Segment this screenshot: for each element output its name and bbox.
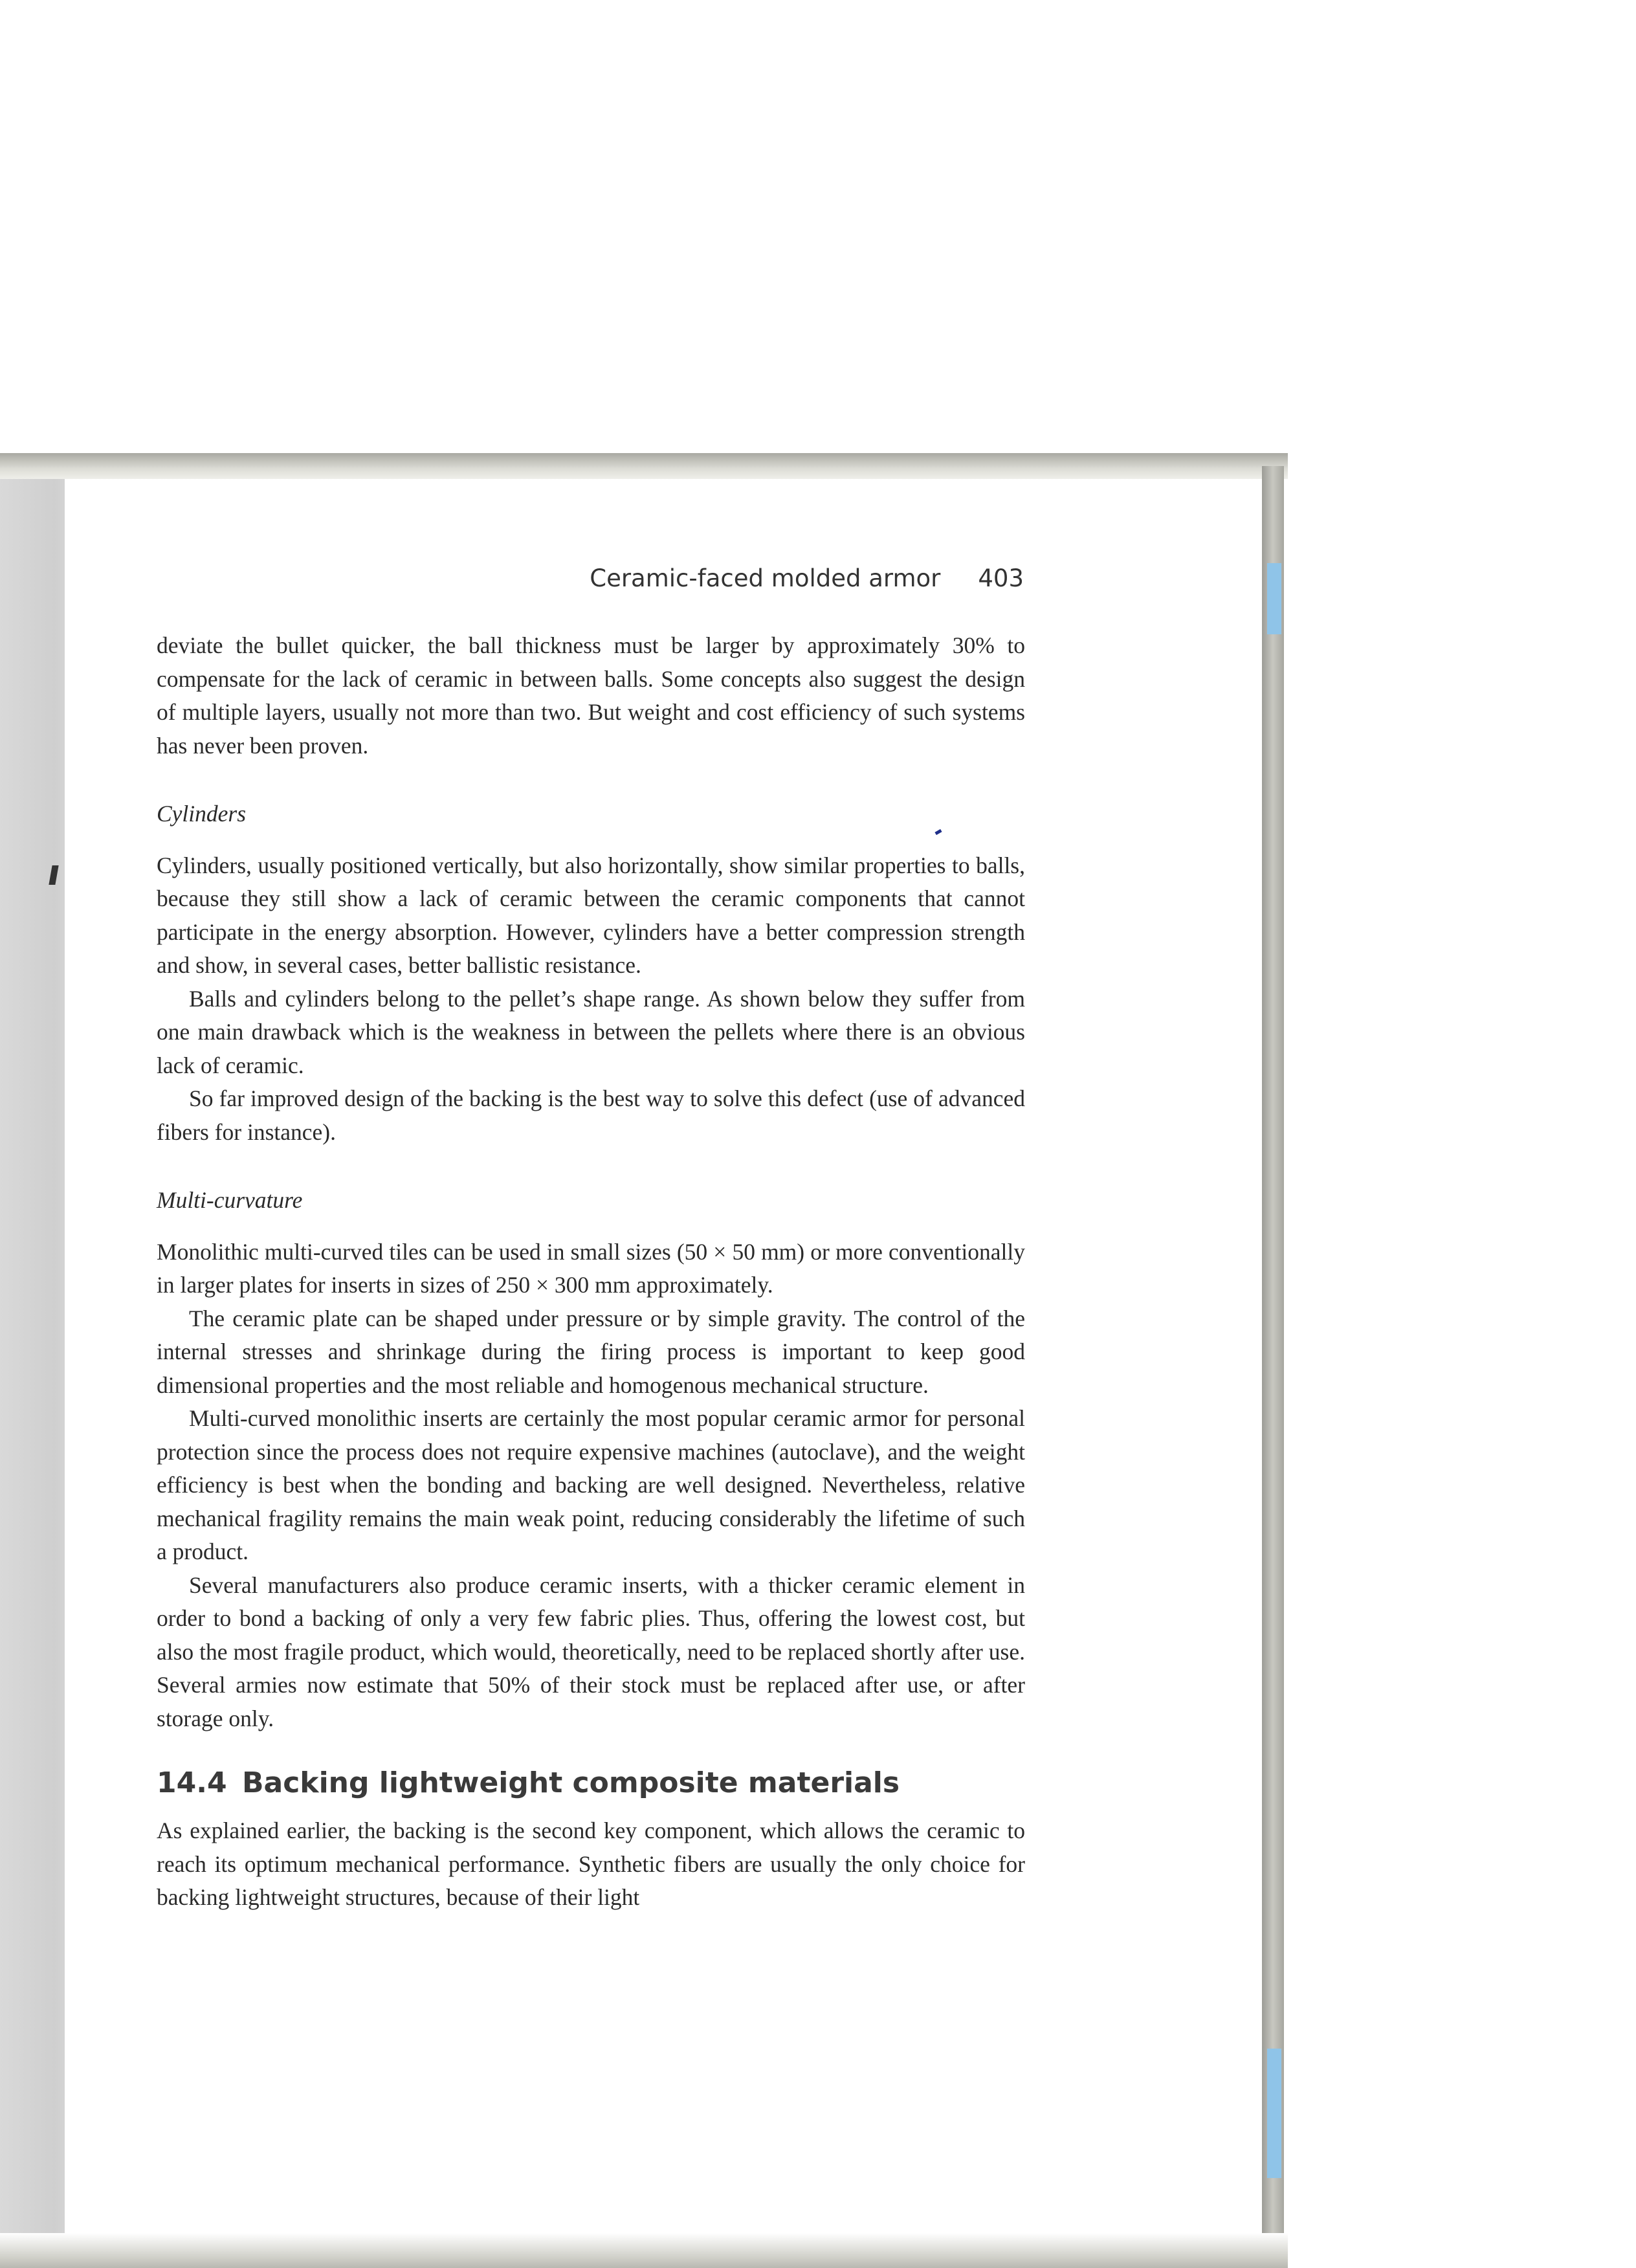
section-number: 14.4 [157, 1766, 227, 1799]
running-title: Ceramic-faced molded armor [590, 564, 941, 592]
paragraph-multi-2: The ceramic plate can be shaped under pressure or by simple gravity. The control of the internal stresses and shrinkage during the firing process is important to keep good dimensional properties and the most reliable and homogenous mechanical structure. [157, 1305, 1025, 1398]
paragraph-intro: deviate the bullet quicker, the ball thickness must be larger by approximately 30% to compensate for the lack of ceramic in between balls. Some concepts also suggest the design of multiple layers, usually not more than two. But weight and cost efficiency of such systems has never been proven. [157, 632, 1025, 759]
page-body [157, 557, 1025, 1915]
paragraph-multi-3: Multi-curved monolithic inserts are certainly the most popular ceramic armor for personal protection since the process does not require expensive machines (autoclave), and the weight efficiency is best when the bonding and backing are well designed. Nevertheless, relative mechanical fragility remains the main weak point, reducing considerably the lifetime of such a product. [157, 1405, 1025, 1564]
page-number: 403 [978, 564, 1024, 592]
page-top-edge [0, 453, 1288, 479]
paragraph-multi-1: Monolithic multi-curved tiles can be used in small sizes (50 × 50 mm) or more conventionally in larger plates for inserts in sizes of 250 × 300 mm approximately. [157, 1238, 1025, 1298]
paragraph-multi-4: Several manufacturers also produce ceramic inserts, with a thicker ceramic element in order to bond a backing of only a very few fabric plies. Thus, offering the lowest cost, but also the most fragile product, which would, theoretically, need to be replaced shortly after use. Several armies now estimate that 50% of their stock must be replaced after use, or after storage only. [157, 1572, 1025, 1731]
subheading-multi-curvature: Multi-curvature [157, 1187, 303, 1213]
paragraph-cylinders-2: Balls and cylinders belong to the pellet’s shape range. As shown below they suffer from one main drawback which is the weakness in between the pellets where there is an obvious lack of ceramic. [157, 985, 1025, 1078]
thumb-index-tab [1267, 563, 1281, 634]
book-cover-edge [1262, 466, 1284, 2268]
paragraph-cylinders-3: So far improved design of the backing is the best way to solve this defect (use of advanced fibers for instance). [157, 1085, 1025, 1145]
paragraph-backing-1: As explained earlier, the backing is the second key component, which allows the ceramic to reach its optimum mechanical performance. Synthetic fibers are usually the only choice for backing lightweight structures, because of their light [157, 1818, 1025, 1910]
section-heading [157, 1764, 1025, 1803]
paragraph-cylinders-1: Cylinders, usually positioned vertically, but also horizontally, show similar properties to balls, because they still show a lack of ceramic between the ceramic components that cannot participate in the energy absorption. However, cylinders have a better compression strength and show, in several cases, better ballistic resistance. [157, 852, 1025, 978]
subheading-cylinders: Cylinders [157, 801, 247, 827]
section-title: Backing lightweight composite materials [242, 1766, 900, 1799]
thumb-index-tab-lower [1267, 2049, 1281, 2178]
page-bottom-edge [0, 2233, 1288, 2268]
